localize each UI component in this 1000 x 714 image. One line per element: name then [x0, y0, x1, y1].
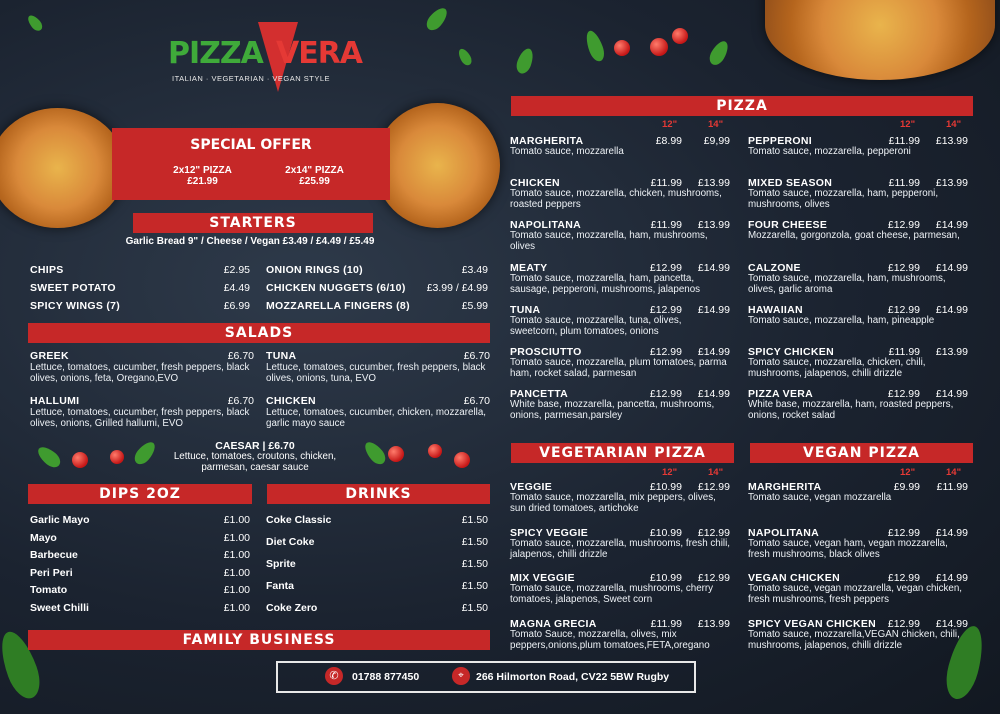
- pizza-price-12: £11.99: [888, 135, 920, 147]
- pizza-price-14: £13.99: [697, 617, 730, 630]
- pizza-item-description: Tomato sauce, mozzarella, pepperoni: [748, 146, 911, 157]
- drink-item-name: Fanta: [266, 580, 295, 592]
- size-14-label: 14": [708, 119, 724, 130]
- drinks-heading: DRINKS: [267, 484, 490, 504]
- pizza-price-14: £13.99: [697, 177, 730, 190]
- dip-item-price: £1.00: [223, 602, 250, 614]
- tomato-icon: [72, 452, 88, 468]
- tomato-icon: [614, 40, 630, 56]
- drink-item-price: £1.50: [461, 580, 488, 592]
- pizza-item-name: MIXED SEASON: [748, 177, 833, 190]
- pizza-item-name: SPICY VEGGIE: [510, 526, 589, 539]
- pizza-item-name: PANCETTA: [510, 388, 569, 401]
- dip-item-name: Garlic Mayo: [30, 514, 90, 526]
- pizza-item-description: Tomato sauce, mozzarella, mix peppers, olives, sun dried tomatoes, artichoke: [510, 492, 716, 514]
- pizza-price-12: £11.99: [650, 617, 682, 630]
- pizza-price-14: £14.99: [697, 388, 730, 401]
- starter-item-price: £4.49: [223, 282, 250, 294]
- caesar-description: Lettuce, tomatoes, croutons, chicken, parmesan, caesar sauce: [173, 451, 337, 473]
- logo-vera-text: VERA: [276, 36, 363, 71]
- tomato-icon: [110, 450, 124, 464]
- starter-item-name: SPICY WINGS (7): [30, 300, 121, 312]
- pizza-item-name: CALZONE: [748, 261, 801, 274]
- starter-item-price: £6.99: [223, 300, 250, 312]
- pizza-item-name: MARGHERITA: [510, 135, 584, 147]
- pizza-price-14: £14.99: [935, 261, 968, 274]
- pizza-item-description: Tomato sauce, mozzarella, ham, pepperoni, mushrooms, olives: [748, 188, 939, 211]
- dip-item-price: £1.00: [223, 566, 250, 579]
- pizza-item-name: VEGGIE: [510, 481, 553, 493]
- drink-item-price: £1.50: [461, 536, 488, 548]
- drink-item-name: Coke Zero: [266, 602, 318, 614]
- pizza-item-description: Tomato sauce, mozzarella, ham, mushrooms, olives: [510, 230, 708, 253]
- phone-number[interactable]: 01788 877450: [352, 671, 420, 683]
- pizza-price-14: £12.99: [697, 526, 730, 539]
- tomato-icon: [672, 28, 688, 44]
- pizza-price-14: £14.99: [697, 346, 730, 358]
- pizza-price-14: £13.99: [935, 346, 968, 358]
- pizza-price-14: £14.99: [935, 617, 968, 630]
- address: 266 Hilmorton Road, CV22 5BW Rugby: [476, 671, 670, 683]
- pizza-price-14: £13.99: [935, 135, 968, 147]
- pizza-price-12: £10.99: [649, 526, 682, 539]
- dip-item-name: Barbecue: [30, 549, 78, 562]
- drink-item-name: Diet Coke: [266, 536, 315, 548]
- pizza-price-12: £10.99: [649, 572, 682, 584]
- special-offer-title: SPECIAL OFFER: [190, 137, 312, 153]
- pizza-price-12: £12.99: [887, 219, 920, 232]
- pizza-item-description: Tomato sauce, mozzarella, ham, pineapple: [748, 314, 935, 326]
- logo-tagline: ITALIAN · VEGETARIAN · VEGAN STYLE: [172, 74, 331, 83]
- starter-item-price: £2.95: [223, 264, 250, 276]
- salad-item-price: £6.70: [463, 395, 490, 407]
- pizza-price-12: £11.99: [888, 346, 920, 358]
- pizza-item-description: White base, mozzarella, ham, roasted peppers, onions, rocket salad: [748, 399, 954, 422]
- pizza-price-12: £12.99: [649, 261, 682, 274]
- pizza-price-12: £12.99: [887, 388, 920, 401]
- size-12-label: 12": [662, 119, 678, 130]
- size-14-label: 14": [946, 467, 962, 478]
- vegan-pizza-heading: VEGAN PIZZA: [750, 443, 973, 463]
- pizza-item-description: Tomato sauce, mozzarella, ham, mushrooms, olives, garlic aroma: [748, 272, 946, 295]
- pizza-heading: PIZZA: [511, 96, 973, 116]
- drink-item-name: Coke Classic: [266, 514, 332, 526]
- pizza-price-12: £12.99: [887, 303, 920, 316]
- pizza-item-description: Tomato sauce, vegan ham, vegan mozzarella, fresh mushrooms, black olives: [748, 537, 948, 560]
- pizza-item-name: HAWAIIAN: [748, 303, 803, 316]
- pizza-item-description: Tomato sauce, vegan mozzarella, vegan chicken, fresh mushrooms, fresh peppers: [748, 583, 963, 605]
- pizza-item-description: Tomato sauce, mozzarella, plum tomatoes, parma ham, rocket salad, parmesan: [510, 357, 727, 379]
- pizza-item-name: VEGAN CHICKEN: [748, 572, 840, 584]
- starters-heading: STARTERS: [133, 213, 373, 233]
- pizza-price-12: £9.99: [893, 481, 920, 493]
- starter-item-price: £3.99 / £4.99: [426, 282, 488, 294]
- starter-item-price: £5.99: [461, 300, 488, 312]
- special-offer-deal-2-size: 2x14" PIZZA: [285, 165, 344, 176]
- dip-item-name: Peri Peri: [30, 566, 73, 579]
- pizza-item-name: FOUR CHEESE: [748, 219, 828, 232]
- salad-item-description: Lettuce, tomatoes, cucumber, fresh peppers, black olives, onions, Grilled hallumi, EVO: [30, 407, 250, 429]
- drink-item-price: £1.50: [461, 558, 488, 570]
- pizza-item-name: TUNA: [510, 303, 541, 316]
- dip-item-price: £1.00: [223, 514, 250, 526]
- drink-item-price: £1.50: [461, 514, 488, 526]
- logo-pizza-text: PIZZA: [168, 36, 263, 71]
- salad-item-name: HALLUMI: [30, 395, 80, 407]
- vegetarian-pizza-heading: VEGETARIAN PIZZA: [511, 443, 734, 463]
- pizza-price-14: £14.99: [697, 303, 730, 316]
- special-offer-deal-1-size: 2x12" PIZZA: [173, 165, 232, 176]
- pizza-price-14: £12.99: [697, 572, 730, 584]
- pizza-item-name: MARGHERITA: [748, 481, 822, 493]
- pizza-price-12: £12.99: [887, 526, 920, 539]
- starter-item-name: CHIPS: [30, 264, 64, 276]
- pizza-item-name: MEATY: [510, 261, 548, 274]
- salad-item-description: Lettuce, tomatoes, cucumber, fresh peppers, black olives, onions, tuna, EVO: [266, 362, 486, 384]
- drink-item-price: £1.50: [461, 602, 488, 614]
- pizza-price-12: £11.99: [888, 177, 920, 190]
- pizza-price-14: £14.99: [935, 388, 968, 401]
- pizza-price-12: £12.99: [887, 572, 920, 584]
- starter-item-name: CHICKEN NUGGETS (6/10): [266, 282, 406, 294]
- salad-item-name: TUNA: [266, 350, 297, 362]
- salad-item-price: £6.70: [227, 395, 254, 407]
- phone-icon: ✆: [325, 667, 343, 685]
- pizza-price-12: £11.99: [650, 219, 682, 232]
- tomato-icon: [428, 444, 442, 458]
- tomato-icon: [650, 38, 668, 56]
- salad-item-price: £6.70: [463, 350, 490, 362]
- dip-item-name: Sweet Chilli: [30, 602, 89, 614]
- size-12-label: 12": [662, 467, 678, 478]
- pizza-item-name: NAPOLITANA: [748, 526, 820, 539]
- pizza-item-name: PIZZA VERA: [748, 388, 814, 401]
- pizza-price-14: £14.99: [935, 303, 968, 316]
- size-12-label: 12": [900, 467, 916, 478]
- pizza-item-description: Tomato Sauce, mozzarella, olives, mix peppers,onions,plum tomatoes,FETA,oregano: [510, 628, 710, 651]
- pizza-price-12: £12.99: [887, 261, 920, 274]
- pizza-item-description: Tomato sauce, mozzarella, chicken, chili, mushrooms, jalapenos, chilli drizzle: [748, 357, 926, 379]
- pizza-item-description: Tomato sauce, mozzarella, chicken, mushrooms, roasted peppers: [510, 188, 722, 211]
- pizza-item-description: Mozzarella, gorgonzola, goat cheese, parmesan,: [748, 230, 960, 242]
- family-business-banner: FAMILY BUSINESS: [28, 630, 490, 650]
- pizza-price-14: £12.99: [697, 481, 730, 493]
- starter-item-name: SWEET POTATO: [30, 282, 116, 294]
- pizza-item-name: SPICY VEGAN CHICKEN: [748, 617, 877, 630]
- pizza-price-14: £14.99: [697, 261, 730, 274]
- dip-item-name: Tomato: [30, 584, 68, 597]
- pizza-price-12: £12.99: [649, 346, 682, 358]
- pizza-item-name: MIX VEGGIE: [510, 572, 575, 584]
- pizza-item-name: NAPOLITANA: [510, 219, 582, 232]
- pizza-price-14: £13.99: [697, 219, 730, 232]
- salads-heading: SALADS: [28, 323, 490, 343]
- salad-item-name: CHICKEN: [266, 395, 316, 407]
- pizza-price-12: £10.99: [649, 481, 682, 493]
- pizza-item-description: Tomato sauce, mozzarella,VEGAN chicken, chili, mushrooms, jalapenos, chilli drizzle: [748, 628, 960, 651]
- size-14-label: 14": [946, 119, 962, 130]
- pizza-price-14: £9,99: [703, 135, 730, 147]
- special-offer-deal-2-price: £25.99: [299, 176, 330, 187]
- pizza-item-description: White base, mozzarella, pancetta, mushrooms, onions, parmesan,parsley: [510, 399, 715, 422]
- pizza-price-14: £13.99: [935, 177, 968, 190]
- dip-item-price: £1.00: [223, 549, 250, 562]
- size-12-label: 12": [900, 119, 916, 130]
- tomato-icon: [454, 452, 470, 468]
- salad-item-description: Lettuce, tomatoes, cucumber, fresh peppers, black olives, onions, feta, Oregano,EVO: [30, 362, 250, 384]
- salad-item-description: Lettuce, tomatoes, cucumber, chicken, mozzarella, garlic mayo sauce: [266, 407, 486, 429]
- dips-heading: DIPS 2OZ: [28, 484, 252, 504]
- pizza-item-name: MAGNA GRECIA: [510, 617, 597, 630]
- pizza-item-name: SPICY CHICKEN: [748, 346, 834, 358]
- pizza-item-name: CHICKEN: [510, 177, 560, 190]
- pizza-item-description: Tomato sauce, mozzarella: [510, 146, 624, 157]
- dip-item-price: £1.00: [223, 531, 250, 544]
- pizza-price-14: £14.99: [935, 572, 968, 584]
- salad-item-name: GREEK: [30, 350, 69, 362]
- pizza-price-12: £11.99: [650, 177, 682, 190]
- pizza-item-name: PEPPERONI: [748, 135, 812, 147]
- pizza-image-offer: [375, 103, 500, 228]
- pizza-price-14: £11.99: [936, 481, 968, 493]
- pizza-price-12: £12.99: [649, 388, 682, 401]
- salad-item-price: £6.70: [227, 350, 254, 362]
- starter-item-price: £3.49: [461, 264, 488, 276]
- pizza-price-14: £14.99: [935, 526, 968, 539]
- pizza-item-description: Tomato sauce, mozzarella, ham, pancetta, sausage, pepperoni, mushrooms, jalapenos: [510, 272, 701, 295]
- pizza-item-description: Tomato sauce, mozzarella, mushrooms, cherry tomatoes, jalapenos, Sweet corn: [510, 583, 714, 605]
- pizza-item-description: Tomato sauce, mozzarella, mushrooms, fresh chili, jalapenos, chilli drizzle: [510, 537, 730, 560]
- dip-item-price: £1.00: [223, 584, 250, 597]
- pizza-price-12: £8.99: [655, 135, 682, 147]
- dip-item-name: Mayo: [30, 531, 57, 544]
- pizza-price-14: £14.99: [935, 219, 968, 232]
- pizza-item-name: PROSCIUTTO: [510, 346, 582, 358]
- pizza-item-description: Tomato sauce, mozzarella, tuna, olives, sweetcorn, plum tomatoes, onions: [510, 314, 682, 337]
- pizza-price-12: £12.99: [649, 303, 682, 316]
- caesar-title: CAESAR | £6.70: [215, 440, 295, 452]
- size-14-label: 14": [708, 467, 724, 478]
- tomato-icon: [388, 446, 404, 462]
- pizza-price-12: £12.99: [887, 617, 920, 630]
- starter-item-name: ONION RINGS (10): [266, 264, 363, 276]
- location-pin-icon: ⌖: [452, 667, 470, 685]
- drink-item-name: Sprite: [266, 558, 296, 570]
- logo: [168, 32, 363, 110]
- special-offer-deal-1-price: £21.99: [187, 176, 218, 187]
- pizza-item-description: Tomato sauce, vegan mozzarella: [748, 492, 892, 503]
- starter-item-name: MOZZARELLA FINGERS (8): [266, 300, 410, 312]
- garlic-bread-line: Garlic Bread 9" / Cheese / Vegan £3.49 / £4.49 / £5.49: [125, 236, 375, 247]
